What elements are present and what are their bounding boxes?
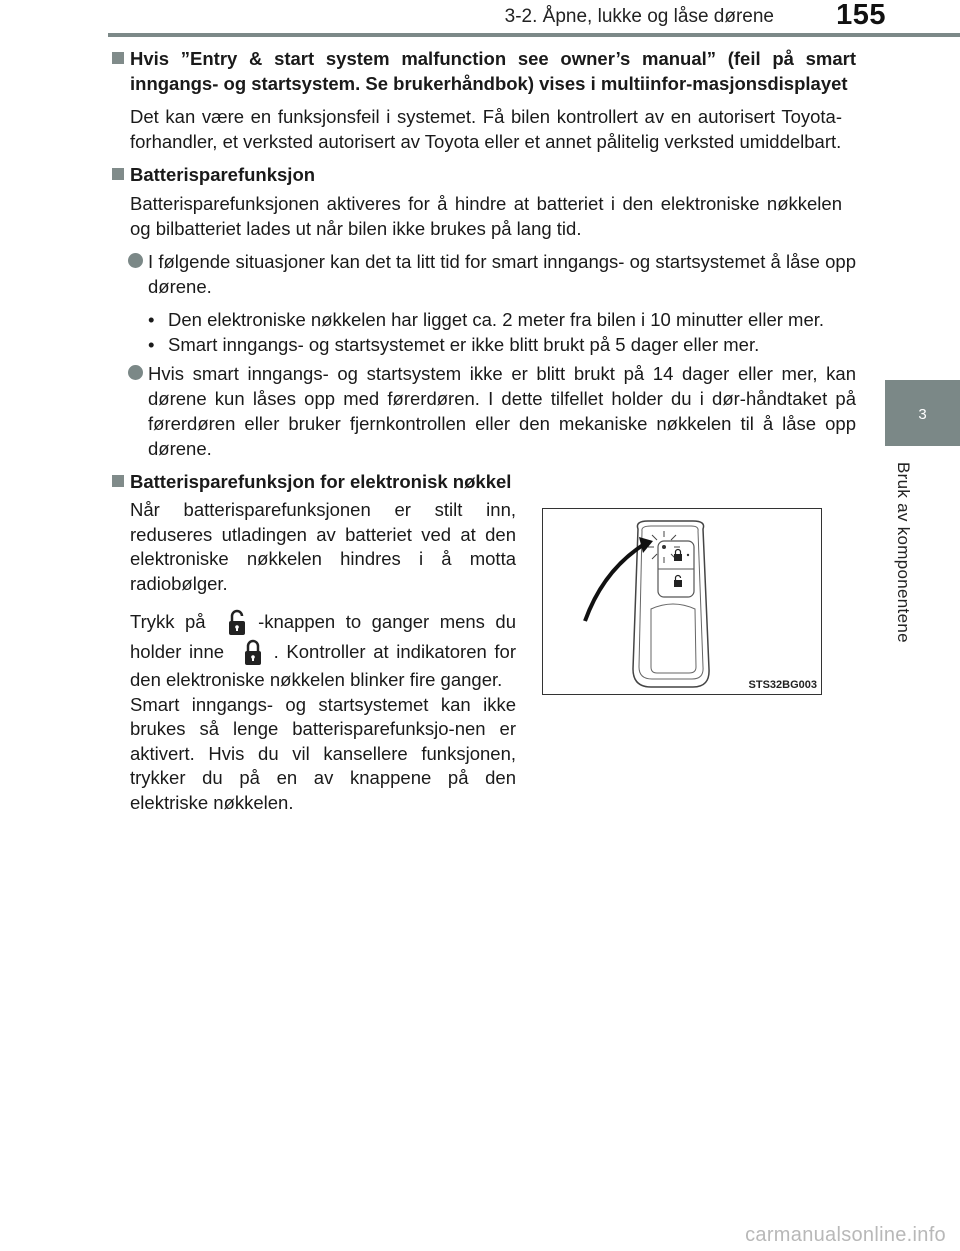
- section-heading-malfunction: Hvis ”Entry & start system malfunction see owner’s manual” (feil på smart inngangs- og startsystem. Se brukerhåndbok) vises i multiinfor-masjonsdisplayet: [110, 46, 856, 96]
- electronic-key-diagram: [543, 509, 821, 694]
- key-battery-para-2: Trykk på -knappen to ganger mens du holder inne . Kontroller at indikatoren for den elektroniske nøkkelen blinker fire ganger. Smart inngangs- og startsystemet kan ikke brukes så lenge batterisparefunksjo-nen er aktivert. Hvis du vil kansellere funksjonen, trykker du på en av knappene på den elektriske nøkkelen.: [130, 608, 516, 815]
- square-bullet-icon: [112, 52, 124, 64]
- dot-bullet-icon: •: [148, 334, 155, 355]
- page-header: [0, 0, 960, 40]
- header-rule: [108, 33, 960, 37]
- figure-code: STS32BG003: [748, 679, 817, 691]
- key-battery-para-1: Når batterisparefunksjonen er stilt inn, reduseres utladingen av batteriet ved at den elektroniske nøkkelen hindres i å motta radiobølger.: [130, 499, 516, 594]
- chapter-tab: [885, 380, 960, 446]
- list-item: • Smart inngangs- og startsystemet er ikke blitt brukt på 5 dager eller mer.: [148, 334, 760, 355]
- lock-icon: [238, 638, 268, 668]
- circle-bullet-icon: [128, 365, 143, 380]
- page-number: 155: [836, 0, 886, 31]
- section-heading-battery-saving: Batterisparefunksjon: [110, 162, 856, 187]
- page-content: [110, 46, 856, 815]
- key-illustration: [542, 508, 822, 695]
- circle-bullet-icon: [128, 253, 143, 268]
- section-heading-key-battery-saving: Batterisparefunksjon for elektronisk nøkkel: [110, 469, 856, 494]
- chapter-label: Bruk av komponentene: [894, 462, 913, 643]
- watermark: carmanualsonline.info: [745, 1224, 946, 1246]
- square-bullet-icon: [112, 168, 124, 180]
- list-item: Hvis smart inngangs- og startsystem ikke er blitt brukt på 14 dager eller mer, kan dørene kun låses opp med førerdøren. I dette tilfellet holder du i dør-håndtaket på førerdøren eller bruker fjernkontrollen eller den mekaniske nøkkelen til å låse opp dørene.: [110, 361, 856, 461]
- malfunction-body: Det kan være en funksjonsfeil i systemet. Få bilen kontrollert av en autorisert Toyota-forhandler, et verksted autorisert av Toyota eller et annet pålitelig verksted umiddelbart.: [130, 106, 842, 152]
- list-item: I følgende situasjoner kan det ta litt tid for smart inngangs- og startsystemet å låse opp dørene.: [110, 249, 856, 299]
- chapter-title: 3-2. Åpne, lukke og låse dørene: [504, 6, 774, 27]
- square-bullet-icon: [112, 475, 124, 487]
- dot-bullet-icon: •: [148, 309, 155, 330]
- list-item: • Den elektroniske nøkkelen har ligget ca. 2 meter fra bilen i 10 minutter eller mer.: [148, 309, 825, 330]
- key-battery-saving-block: [110, 498, 856, 815]
- unlock-icon: [222, 608, 252, 638]
- chapter-number: 3: [918, 406, 927, 423]
- battery-saving-body: Batterisparefunksjonen aktiveres for å hindre at batteriet i den elektroniske nøkkelen og bilbatteriet lades ut når bilen ikke brukes på lang tid.: [130, 193, 842, 239]
